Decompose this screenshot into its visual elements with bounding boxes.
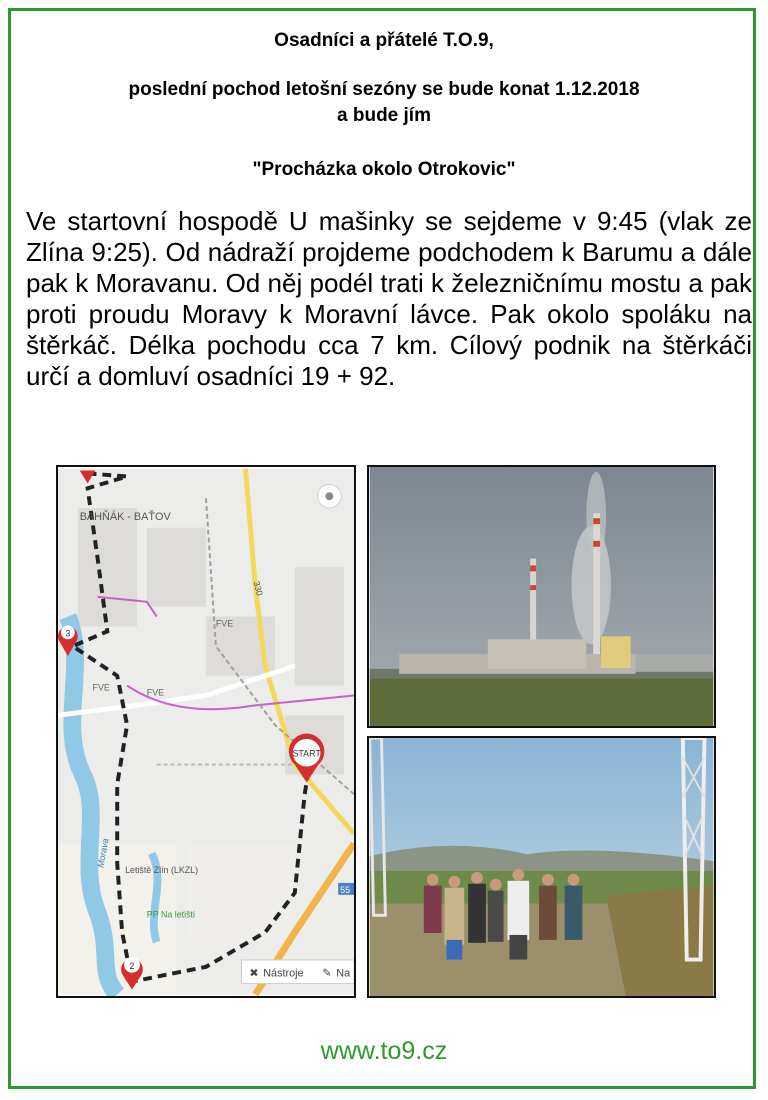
map-park-label: PP Na letišti xyxy=(146,909,195,920)
group-hike-photo xyxy=(367,736,716,998)
header-announcement: poslední pochod letošní sezóny se bude konat 1.12.2018 xyxy=(128,79,640,100)
start-marker-label: START xyxy=(292,748,321,759)
power-plant-photo xyxy=(367,465,716,728)
event-description: Ve startovní hospodě U mašinky se sejdeme v 9:45 (vlak ze Zlína 9:25). Od nádraží projdeme podchodem k Barumu a dále pak k Moravanu. Od něj podél trati k železničnímu mostu a pak proti proudu Moravy k Moravní lávce. Pak okolo spoláku na štěrkáč. Délka pochodu cca 7 km. Cílový podnik na štěrkáči určí a domluví osadníci 19 + 92. xyxy=(26,206,752,391)
map-fve-label-3: FVE xyxy=(146,687,165,698)
edit-icon: ✎ xyxy=(322,967,332,980)
na-label: Na xyxy=(336,967,351,980)
event-title: "Procházka okolo Otrokovic" xyxy=(252,159,516,180)
route-map xyxy=(56,465,356,998)
map-airport-label-text: Letiště Zlín (LKZL) xyxy=(125,865,199,876)
map-fve-label-2: FVE xyxy=(92,682,110,693)
route-marker-2-label: 2 xyxy=(129,960,135,971)
header-greeting: Osadníci a přátelé T.O.9, xyxy=(274,30,494,51)
map-river-label: Morava xyxy=(95,837,111,869)
route-marker-3-label: 3 xyxy=(65,628,71,639)
map-airport-label xyxy=(125,865,198,875)
locate-icon xyxy=(325,492,333,500)
website-link[interactable]: www.to9.cz xyxy=(320,1037,448,1065)
map-road-number-2: 55 xyxy=(340,884,351,895)
map-road-number: 330 xyxy=(251,579,265,597)
tools-label: Nástroje xyxy=(263,967,304,980)
header-announcement-cont: a bude jím xyxy=(337,105,431,126)
map-district-label: BAHŇÁK - BAŤOV xyxy=(79,510,171,523)
tools-icon: ✖ xyxy=(249,967,259,980)
map-fve-label-1: FVE xyxy=(215,618,234,629)
